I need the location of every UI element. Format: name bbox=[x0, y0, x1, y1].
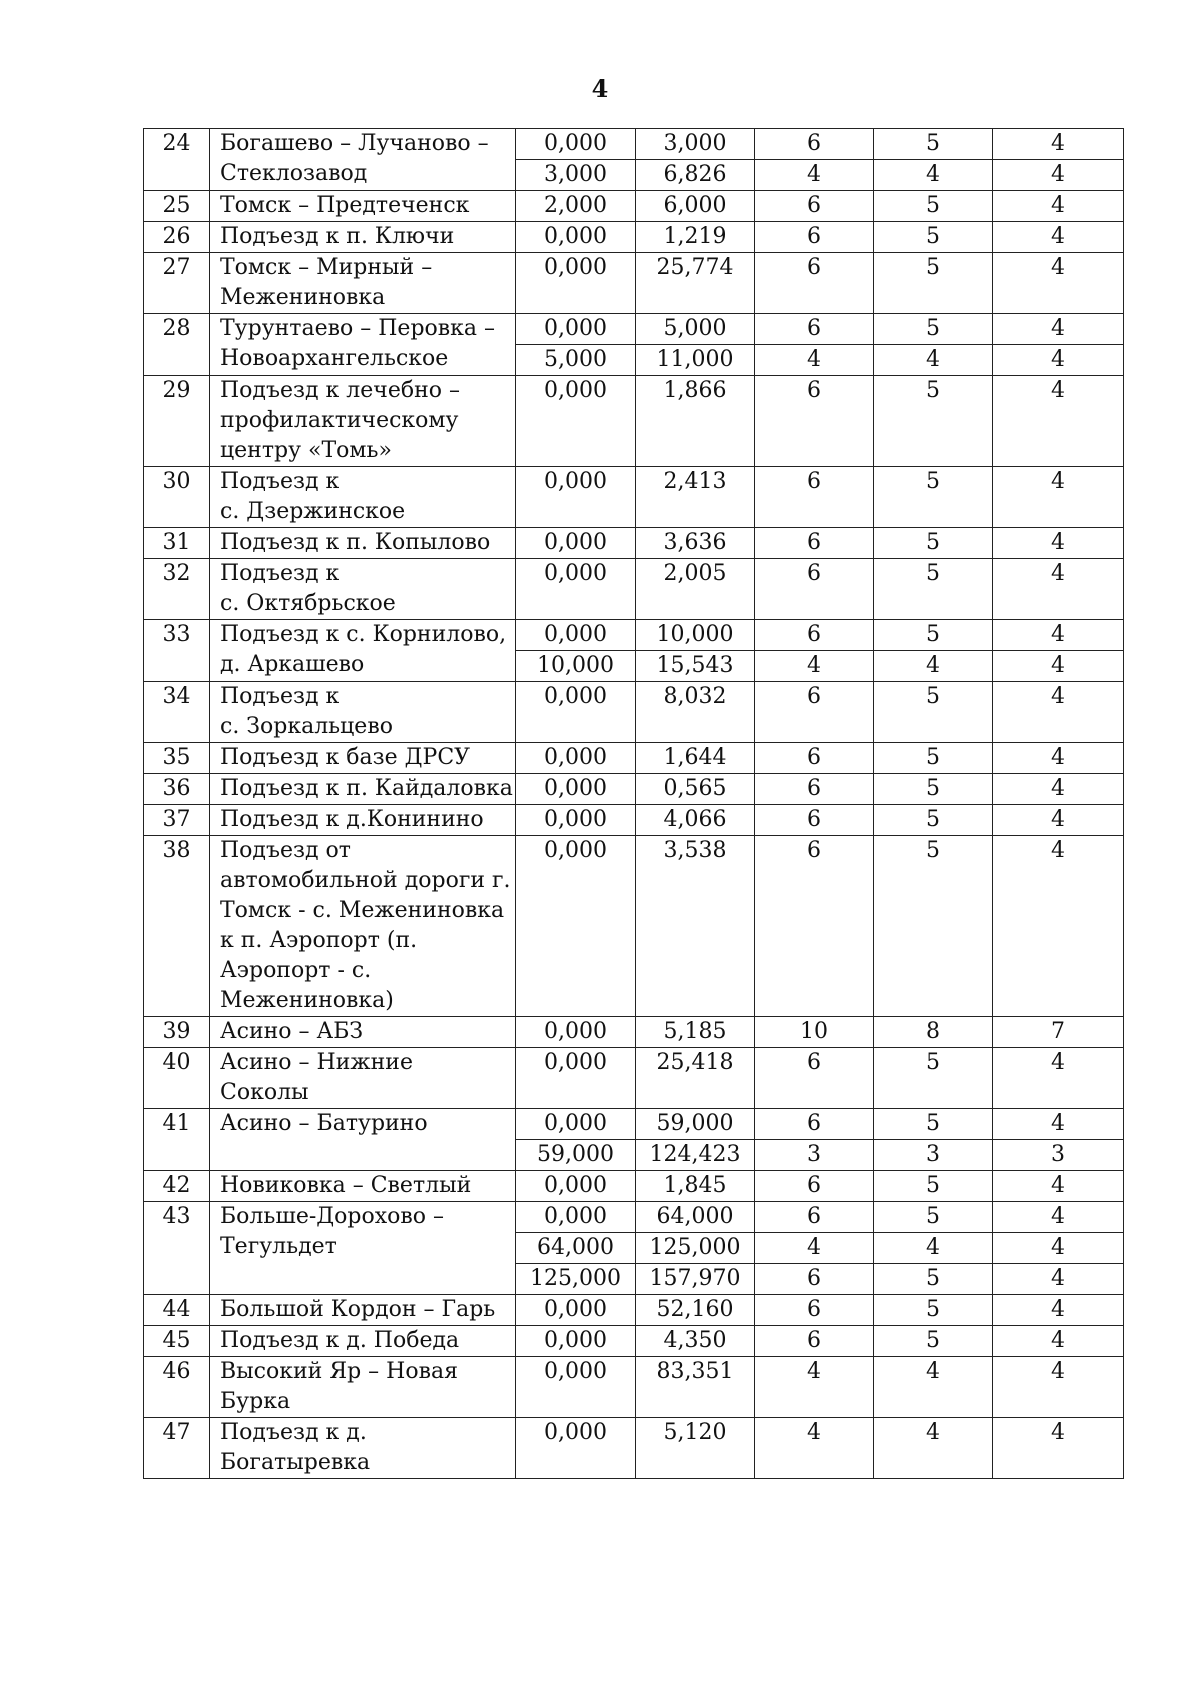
segment-start-km: 2,000 bbox=[516, 191, 636, 222]
road-name-line: Тегульдет bbox=[220, 1234, 337, 1259]
value-col-1: 6 bbox=[755, 376, 874, 467]
value-col-3: 4 bbox=[993, 1202, 1124, 1233]
road-name bbox=[210, 1171, 516, 1202]
road-name bbox=[210, 1418, 516, 1479]
segment-start-km: 59,000 bbox=[516, 1140, 636, 1171]
table-row bbox=[144, 1109, 1124, 1140]
value-col-2: 5 bbox=[874, 836, 993, 1017]
road-number: 39 bbox=[144, 1017, 210, 1048]
value-col-1: 6 bbox=[755, 528, 874, 559]
road-name bbox=[210, 253, 516, 314]
value-col-1: 6 bbox=[755, 682, 874, 743]
value-col-2: 4 bbox=[874, 651, 993, 682]
road-number: 47 bbox=[144, 1418, 210, 1479]
value-col-2: 5 bbox=[874, 191, 993, 222]
value-col-1: 6 bbox=[755, 191, 874, 222]
segment-start-km: 0,000 bbox=[516, 1109, 636, 1140]
road-name-line: Подъезд к п. Кайдаловка bbox=[220, 776, 513, 801]
value-col-3: 4 bbox=[993, 376, 1124, 467]
segment-end-km: 3,000 bbox=[636, 129, 755, 160]
value-col-2: 4 bbox=[874, 345, 993, 376]
segment-start-km: 0,000 bbox=[516, 836, 636, 1017]
segment-end-km: 3,538 bbox=[636, 836, 755, 1017]
segment-end-km: 6,000 bbox=[636, 191, 755, 222]
segment-start-km: 0,000 bbox=[516, 805, 636, 836]
segment-end-km: 3,636 bbox=[636, 528, 755, 559]
segment-start-km: 3,000 bbox=[516, 160, 636, 191]
road-name-line: Соколы bbox=[220, 1080, 309, 1105]
table-row bbox=[144, 805, 1124, 836]
segment-start-km: 0,000 bbox=[516, 1326, 636, 1357]
road-name-line: Новоархангельское bbox=[220, 346, 449, 371]
road-name-line: Большой Кордон – Гарь bbox=[220, 1297, 496, 1322]
table-row bbox=[144, 191, 1124, 222]
road-name bbox=[210, 620, 516, 682]
value-col-3: 4 bbox=[993, 1357, 1124, 1418]
table-row bbox=[144, 222, 1124, 253]
segment-start-km: 0,000 bbox=[516, 559, 636, 620]
road-number: 29 bbox=[144, 376, 210, 467]
value-col-3: 4 bbox=[993, 682, 1124, 743]
table-row bbox=[144, 682, 1124, 743]
value-col-1: 4 bbox=[755, 345, 874, 376]
value-col-1: 6 bbox=[755, 467, 874, 528]
table-row bbox=[144, 314, 1124, 345]
value-col-3: 4 bbox=[993, 528, 1124, 559]
value-col-3: 4 bbox=[993, 1109, 1124, 1140]
road-name-line: Новиковка – Светлый bbox=[220, 1173, 472, 1198]
road-name-line: Томск - с. Межениновка bbox=[220, 898, 505, 923]
value-col-2: 5 bbox=[874, 467, 993, 528]
value-col-2: 5 bbox=[874, 559, 993, 620]
value-col-2: 5 bbox=[874, 1264, 993, 1295]
segment-end-km: 5,185 bbox=[636, 1017, 755, 1048]
road-number: 31 bbox=[144, 528, 210, 559]
segment-end-km: 64,000 bbox=[636, 1202, 755, 1233]
segment-start-km: 0,000 bbox=[516, 1418, 636, 1479]
road-name-line: Подъезд к д. Победа bbox=[220, 1328, 460, 1353]
segment-end-km: 25,418 bbox=[636, 1048, 755, 1109]
segment-start-km: 0,000 bbox=[516, 129, 636, 160]
road-number: 41 bbox=[144, 1109, 210, 1171]
value-col-2: 5 bbox=[874, 222, 993, 253]
value-col-1: 6 bbox=[755, 1326, 874, 1357]
value-col-1: 6 bbox=[755, 559, 874, 620]
value-col-2: 3 bbox=[874, 1140, 993, 1171]
value-col-3: 4 bbox=[993, 191, 1124, 222]
table-row bbox=[144, 528, 1124, 559]
road-name-line: центру «Томь» bbox=[220, 438, 392, 463]
segment-start-km: 125,000 bbox=[516, 1264, 636, 1295]
segment-end-km: 0,565 bbox=[636, 774, 755, 805]
segment-end-km: 4,350 bbox=[636, 1326, 755, 1357]
table-row bbox=[144, 1357, 1124, 1418]
value-col-1: 4 bbox=[755, 160, 874, 191]
value-col-2: 5 bbox=[874, 774, 993, 805]
value-col-2: 4 bbox=[874, 1418, 993, 1479]
segment-end-km: 124,423 bbox=[636, 1140, 755, 1171]
table-row bbox=[144, 467, 1124, 528]
roads-table bbox=[143, 128, 1124, 1479]
road-name bbox=[210, 1357, 516, 1418]
segment-end-km: 52,160 bbox=[636, 1295, 755, 1326]
road-name bbox=[210, 836, 516, 1017]
value-col-2: 5 bbox=[874, 682, 993, 743]
road-name-line: Высокий Яр – Новая bbox=[220, 1359, 458, 1384]
road-name-line: Подъезд к базе ДРСУ bbox=[220, 745, 471, 770]
segment-end-km: 1,866 bbox=[636, 376, 755, 467]
value-col-3: 4 bbox=[993, 1048, 1124, 1109]
table-row bbox=[144, 1326, 1124, 1357]
road-name bbox=[210, 467, 516, 528]
road-name-line: Подъезд к д. bbox=[220, 1420, 367, 1445]
table-row bbox=[144, 620, 1124, 651]
value-col-2: 4 bbox=[874, 1233, 993, 1264]
segment-start-km: 0,000 bbox=[516, 1295, 636, 1326]
table-row bbox=[144, 129, 1124, 160]
segment-start-km: 0,000 bbox=[516, 376, 636, 467]
road-name-line: Бурка bbox=[220, 1389, 291, 1414]
value-col-2: 4 bbox=[874, 160, 993, 191]
road-name bbox=[210, 1017, 516, 1048]
value-col-2: 5 bbox=[874, 528, 993, 559]
segment-start-km: 0,000 bbox=[516, 743, 636, 774]
segment-end-km: 1,644 bbox=[636, 743, 755, 774]
segment-end-km: 83,351 bbox=[636, 1357, 755, 1418]
value-col-1: 6 bbox=[755, 1171, 874, 1202]
road-name-line: Асино – Батурино bbox=[220, 1111, 428, 1136]
value-col-1: 6 bbox=[755, 1264, 874, 1295]
road-number: 44 bbox=[144, 1295, 210, 1326]
segment-end-km: 4,066 bbox=[636, 805, 755, 836]
value-col-1: 6 bbox=[755, 805, 874, 836]
segment-end-km: 8,032 bbox=[636, 682, 755, 743]
road-number: 25 bbox=[144, 191, 210, 222]
road-name-line: Межениновка bbox=[220, 285, 386, 310]
segment-end-km: 59,000 bbox=[636, 1109, 755, 1140]
road-number: 43 bbox=[144, 1202, 210, 1295]
value-col-3: 4 bbox=[993, 651, 1124, 682]
segment-end-km: 1,219 bbox=[636, 222, 755, 253]
segment-start-km: 0,000 bbox=[516, 467, 636, 528]
road-number: 32 bbox=[144, 559, 210, 620]
segment-start-km: 10,000 bbox=[516, 651, 636, 682]
value-col-1: 6 bbox=[755, 253, 874, 314]
value-col-3: 3 bbox=[993, 1140, 1124, 1171]
value-col-3: 4 bbox=[993, 1171, 1124, 1202]
segment-end-km: 5,120 bbox=[636, 1418, 755, 1479]
value-col-3: 4 bbox=[993, 129, 1124, 160]
road-number: 28 bbox=[144, 314, 210, 376]
value-col-1: 4 bbox=[755, 1357, 874, 1418]
segment-start-km: 0,000 bbox=[516, 314, 636, 345]
value-col-2: 5 bbox=[874, 805, 993, 836]
road-name-line: Подъезд к bbox=[220, 469, 340, 494]
value-col-3: 4 bbox=[993, 467, 1124, 528]
road-name-line: автомобильной дороги г. bbox=[220, 868, 511, 893]
road-name bbox=[210, 1326, 516, 1357]
value-col-1: 10 bbox=[755, 1017, 874, 1048]
value-col-1: 6 bbox=[755, 1048, 874, 1109]
table-row bbox=[144, 1048, 1124, 1109]
value-col-1: 4 bbox=[755, 1418, 874, 1479]
table-row bbox=[144, 559, 1124, 620]
segment-end-km: 125,000 bbox=[636, 1233, 755, 1264]
value-col-2: 5 bbox=[874, 129, 993, 160]
value-col-2: 5 bbox=[874, 314, 993, 345]
road-name-line: Богатыревка bbox=[220, 1450, 371, 1475]
road-number: 30 bbox=[144, 467, 210, 528]
value-col-3: 4 bbox=[993, 805, 1124, 836]
road-name bbox=[210, 376, 516, 467]
road-name bbox=[210, 805, 516, 836]
road-name-line: с. Зоркальцево bbox=[220, 714, 393, 739]
value-col-1: 6 bbox=[755, 743, 874, 774]
road-name-line: с. Дзержинское bbox=[220, 499, 406, 524]
table-row bbox=[144, 253, 1124, 314]
value-col-1: 4 bbox=[755, 1233, 874, 1264]
value-col-3: 4 bbox=[993, 1326, 1124, 1357]
value-col-3: 4 bbox=[993, 345, 1124, 376]
value-col-2: 5 bbox=[874, 1295, 993, 1326]
value-col-2: 5 bbox=[874, 1171, 993, 1202]
road-number: 36 bbox=[144, 774, 210, 805]
value-col-1: 6 bbox=[755, 620, 874, 651]
road-name-line: д. Аркашево bbox=[220, 652, 365, 677]
value-col-3: 4 bbox=[993, 559, 1124, 620]
value-col-2: 5 bbox=[874, 1202, 993, 1233]
road-name bbox=[210, 774, 516, 805]
segment-start-km: 64,000 bbox=[516, 1233, 636, 1264]
road-name-line: Межениновка) bbox=[220, 988, 394, 1013]
road-name bbox=[210, 743, 516, 774]
road-number: 37 bbox=[144, 805, 210, 836]
value-col-3: 4 bbox=[993, 620, 1124, 651]
segment-start-km: 0,000 bbox=[516, 620, 636, 651]
table-row bbox=[144, 836, 1124, 1017]
value-col-1: 6 bbox=[755, 222, 874, 253]
road-name bbox=[210, 129, 516, 191]
road-number: 34 bbox=[144, 682, 210, 743]
segment-start-km: 0,000 bbox=[516, 1048, 636, 1109]
value-col-1: 6 bbox=[755, 836, 874, 1017]
road-number: 45 bbox=[144, 1326, 210, 1357]
road-number: 46 bbox=[144, 1357, 210, 1418]
table-row bbox=[144, 774, 1124, 805]
road-name-line: Подъезд к лечебно – bbox=[220, 378, 460, 403]
road-name bbox=[210, 222, 516, 253]
road-name-line: Подъезд к с. Корнилово, bbox=[220, 622, 507, 647]
value-col-3: 4 bbox=[993, 1233, 1124, 1264]
road-name-line: Асино – АБЗ bbox=[220, 1019, 364, 1044]
road-name-line: Стеклозавод bbox=[220, 161, 368, 186]
value-col-1: 3 bbox=[755, 1140, 874, 1171]
road-name-line: к п. Аэропорт (п. bbox=[220, 928, 418, 953]
value-col-2: 4 bbox=[874, 1357, 993, 1418]
road-name-line: Асино – Нижние bbox=[220, 1050, 413, 1075]
road-number: 35 bbox=[144, 743, 210, 774]
road-number: 42 bbox=[144, 1171, 210, 1202]
table-row bbox=[144, 1171, 1124, 1202]
value-col-3: 4 bbox=[993, 1264, 1124, 1295]
road-name-line: Подъезд к п. Копылово bbox=[220, 530, 491, 555]
road-name-line: Подъезд к д.Конинино bbox=[220, 807, 484, 832]
road-name-line: профилактическому bbox=[220, 408, 459, 433]
road-number: 27 bbox=[144, 253, 210, 314]
road-name-line: Подъезд к bbox=[220, 684, 340, 709]
table-row bbox=[144, 1202, 1124, 1233]
value-col-3: 4 bbox=[993, 774, 1124, 805]
value-col-1: 6 bbox=[755, 1109, 874, 1140]
road-number: 26 bbox=[144, 222, 210, 253]
segment-end-km: 5,000 bbox=[636, 314, 755, 345]
table-row bbox=[144, 1418, 1124, 1479]
value-col-2: 8 bbox=[874, 1017, 993, 1048]
segment-start-km: 0,000 bbox=[516, 1202, 636, 1233]
segment-start-km: 0,000 bbox=[516, 253, 636, 314]
road-name-line: Подъезд к п. Ключи bbox=[220, 224, 455, 249]
segment-start-km: 0,000 bbox=[516, 1171, 636, 1202]
page-number: 4 bbox=[591, 74, 609, 103]
road-name-line: Подъезд к bbox=[220, 561, 340, 586]
road-name bbox=[210, 682, 516, 743]
value-col-3: 4 bbox=[993, 222, 1124, 253]
segment-end-km: 10,000 bbox=[636, 620, 755, 651]
road-number: 24 bbox=[144, 129, 210, 191]
road-name bbox=[210, 528, 516, 559]
segment-start-km: 0,000 bbox=[516, 1017, 636, 1048]
road-name bbox=[210, 1202, 516, 1295]
value-col-2: 5 bbox=[874, 1109, 993, 1140]
value-col-3: 4 bbox=[993, 253, 1124, 314]
value-col-2: 5 bbox=[874, 743, 993, 774]
road-number: 33 bbox=[144, 620, 210, 682]
value-col-1: 6 bbox=[755, 314, 874, 345]
segment-end-km: 157,970 bbox=[636, 1264, 755, 1295]
value-col-3: 4 bbox=[993, 1418, 1124, 1479]
road-name-line: Богашево – Лучаново – bbox=[220, 131, 489, 156]
road-name-line: Больше-Дорохово – bbox=[220, 1204, 445, 1229]
road-number: 40 bbox=[144, 1048, 210, 1109]
road-name bbox=[210, 1295, 516, 1326]
segment-start-km: 0,000 bbox=[516, 1357, 636, 1418]
road-name bbox=[210, 1109, 516, 1171]
road-name bbox=[210, 191, 516, 222]
segment-end-km: 6,826 bbox=[636, 160, 755, 191]
road-name bbox=[210, 314, 516, 376]
value-col-3: 4 bbox=[993, 743, 1124, 774]
table-row bbox=[144, 376, 1124, 467]
value-col-1: 6 bbox=[755, 1202, 874, 1233]
road-number: 38 bbox=[144, 836, 210, 1017]
value-col-1: 6 bbox=[755, 129, 874, 160]
segment-start-km: 0,000 bbox=[516, 222, 636, 253]
road-name-line: Подъезд от bbox=[220, 838, 351, 863]
segment-start-km: 0,000 bbox=[516, 774, 636, 805]
road-name-line: Аэропорт - с. bbox=[220, 958, 372, 983]
segment-end-km: 2,005 bbox=[636, 559, 755, 620]
segment-end-km: 2,413 bbox=[636, 467, 755, 528]
segment-end-km: 11,000 bbox=[636, 345, 755, 376]
value-col-1: 6 bbox=[755, 774, 874, 805]
segment-start-km: 0,000 bbox=[516, 682, 636, 743]
value-col-3: 7 bbox=[993, 1017, 1124, 1048]
road-name-line: Томск – Предтеченск bbox=[220, 193, 470, 218]
table-row bbox=[144, 1295, 1124, 1326]
road-name-line: с. Октябрьское bbox=[220, 591, 396, 616]
table-row bbox=[144, 1017, 1124, 1048]
segment-end-km: 25,774 bbox=[636, 253, 755, 314]
value-col-1: 6 bbox=[755, 1295, 874, 1326]
road-name-line: Турунтаево – Перовка – bbox=[220, 316, 496, 341]
value-col-2: 5 bbox=[874, 1326, 993, 1357]
segment-start-km: 0,000 bbox=[516, 528, 636, 559]
value-col-2: 5 bbox=[874, 253, 993, 314]
value-col-1: 4 bbox=[755, 651, 874, 682]
value-col-2: 5 bbox=[874, 620, 993, 651]
road-name bbox=[210, 1048, 516, 1109]
value-col-2: 5 bbox=[874, 1048, 993, 1109]
value-col-2: 5 bbox=[874, 376, 993, 467]
value-col-3: 4 bbox=[993, 160, 1124, 191]
segment-start-km: 5,000 bbox=[516, 345, 636, 376]
table-row bbox=[144, 743, 1124, 774]
segment-end-km: 15,543 bbox=[636, 651, 755, 682]
value-col-3: 4 bbox=[993, 1295, 1124, 1326]
value-col-3: 4 bbox=[993, 314, 1124, 345]
road-name-line: Томск – Мирный – bbox=[220, 255, 433, 280]
road-name bbox=[210, 559, 516, 620]
segment-end-km: 1,845 bbox=[636, 1171, 755, 1202]
value-col-3: 4 bbox=[993, 836, 1124, 1017]
